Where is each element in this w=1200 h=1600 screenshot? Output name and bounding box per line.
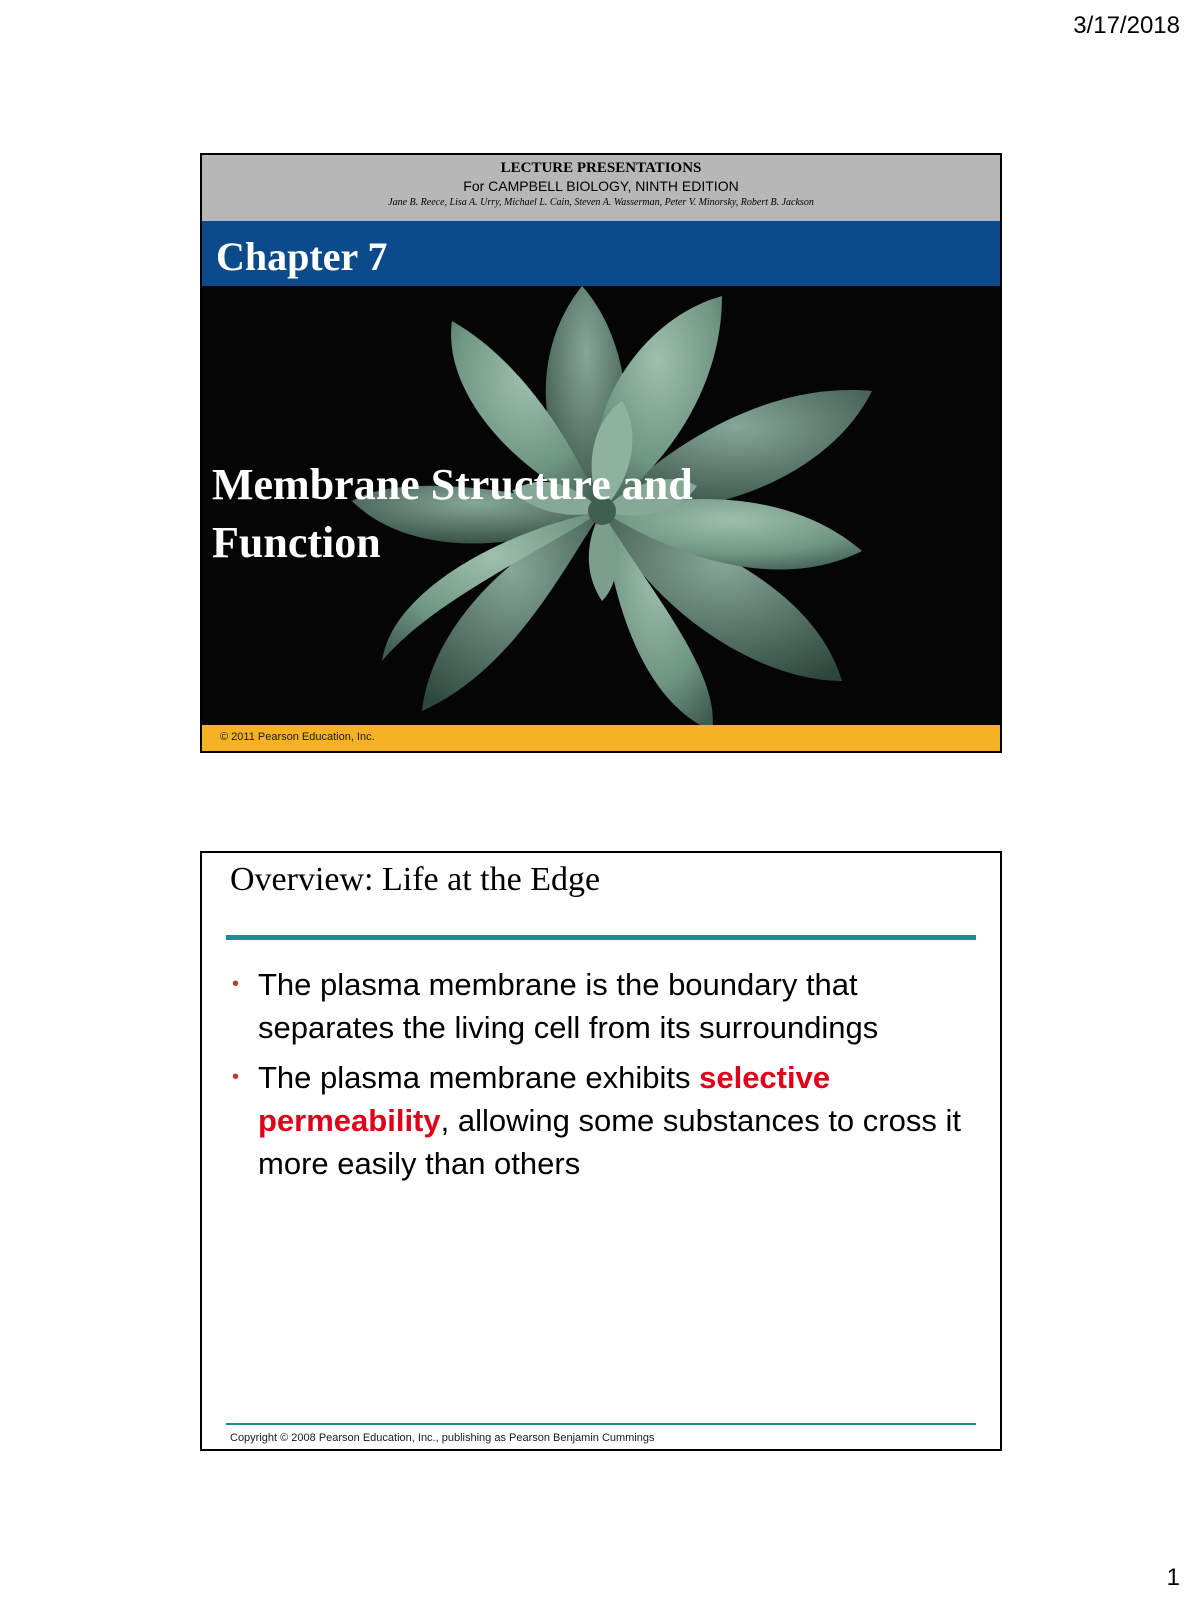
page-date: 3/17/2018 [1073, 12, 1180, 39]
overview-slide [200, 851, 1002, 1451]
bullet-list [226, 963, 966, 1192]
credit-line: Lectures by [907, 780, 988, 797]
chapter-label: Chapter 7 [216, 234, 388, 279]
lecture-credits [845, 778, 988, 844]
divider [226, 1423, 976, 1425]
highlighted-term: selective permeability [258, 1060, 831, 1138]
credit-line: Erin Barley [907, 802, 988, 819]
list-item [226, 1056, 966, 1185]
slide-title: Overview: Life at the Edge [230, 861, 601, 898]
slide-header [202, 155, 1000, 221]
copyright-text: Copyright © 2008 Pearson Education, Inc., publishing as Pearson Benjamin Cummings [230, 1432, 655, 1444]
author-list: Jane B. Reece, Lisa A. Urry, Michael L. Cain, Steven A. Wasserman, Peter V. Minorsky, Robert B. Jackson [388, 197, 814, 208]
slide-footer [202, 725, 1000, 751]
book-title: For CAMPBELL BIOLOGY, NINTH EDITION [463, 178, 739, 194]
bullet-icon: • [232, 973, 240, 995]
title-line-1: Membrane Structure and [212, 460, 693, 509]
page-number: 1 [1166, 1564, 1180, 1591]
credit-line: Kathleen Fitzpatrick [845, 824, 988, 841]
bullet-text: The plasma membrane is the boundary that separates the living cell from its surroundings [258, 967, 879, 1045]
title-slide [200, 153, 1002, 841]
divider [226, 935, 976, 940]
bullet-icon: • [232, 1066, 240, 1088]
chapter-bar [202, 221, 1000, 286]
slide-title [212, 456, 693, 572]
bullet-text-post: , allowing some substances to cross it more easily than others [258, 1103, 961, 1181]
copyright-text: © 2011 Pearson Education, Inc. [220, 731, 375, 743]
series-title: LECTURE PRESENTATIONS [500, 160, 702, 176]
title-line-2: Function [212, 518, 381, 567]
list-item [226, 963, 966, 1049]
bullet-text-pre: The plasma membrane exhibits [258, 1060, 700, 1095]
